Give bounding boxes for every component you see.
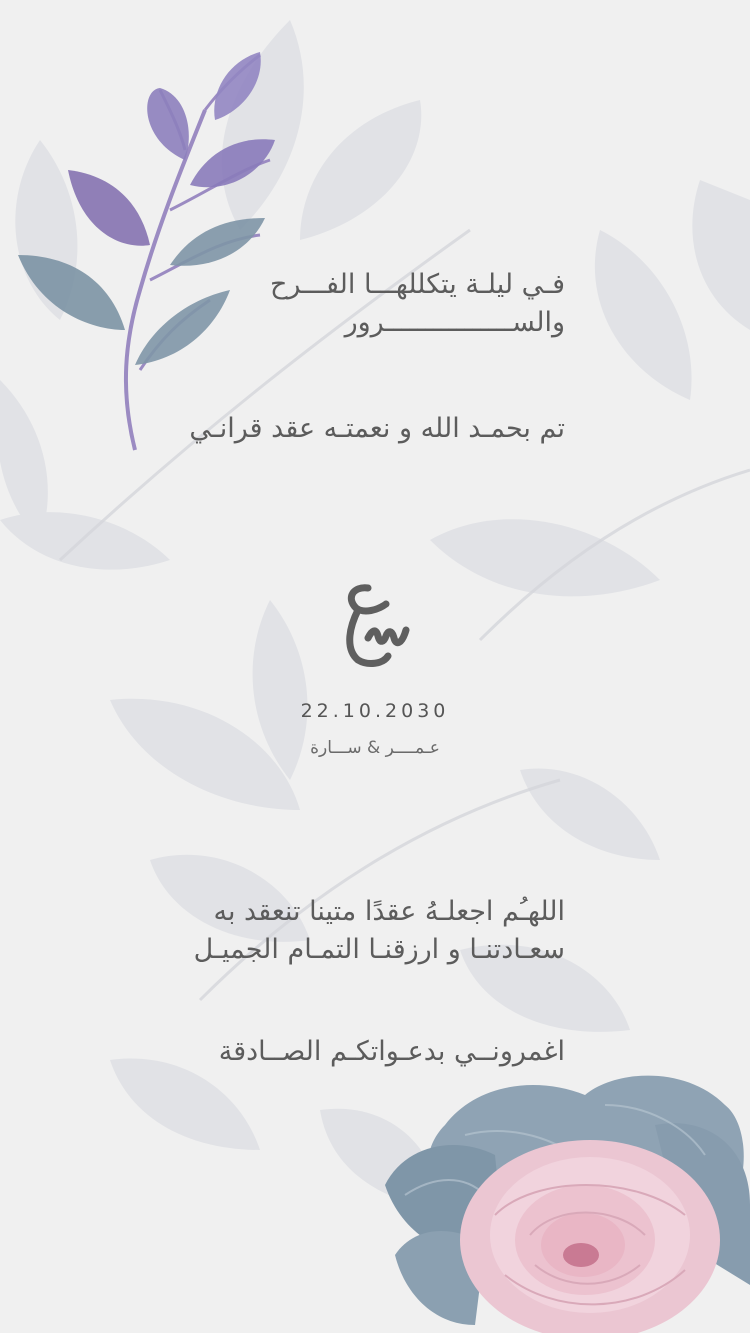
intro-line-2: والســــــــــــــــرور	[344, 307, 565, 338]
leaf-sprig-icon	[10, 40, 300, 460]
invite-text	[165, 1033, 565, 1071]
couple-names: عـمــــر & ســـارة	[310, 738, 440, 758]
wedding-date: 22.10.2030	[300, 700, 450, 722]
prayer-text	[165, 893, 565, 969]
announcement-text	[165, 410, 565, 448]
announcement-line-1: تم بحمـد الله و نعمتـه عقد قرانـي	[189, 413, 565, 444]
monogram-logo	[328, 580, 422, 672]
prayer-line-2: سعـادتنـا و ارزقنـا التمـام الجميـل	[193, 934, 565, 965]
intro-line-1: فـي ليلـة يتكللهـــا الفـــرح	[269, 269, 565, 300]
intro-text	[165, 266, 565, 342]
invite-line-1: اغمرونــي بدعـواتكـم الصــادقة	[218, 1036, 565, 1067]
rose-flower-icon	[385, 1065, 750, 1333]
prayer-line-1: اللهـُم اجعلـهُ عقدًا متينا تنعقد به	[213, 896, 565, 927]
monogram-glyphs: عس	[328, 580, 330, 581]
